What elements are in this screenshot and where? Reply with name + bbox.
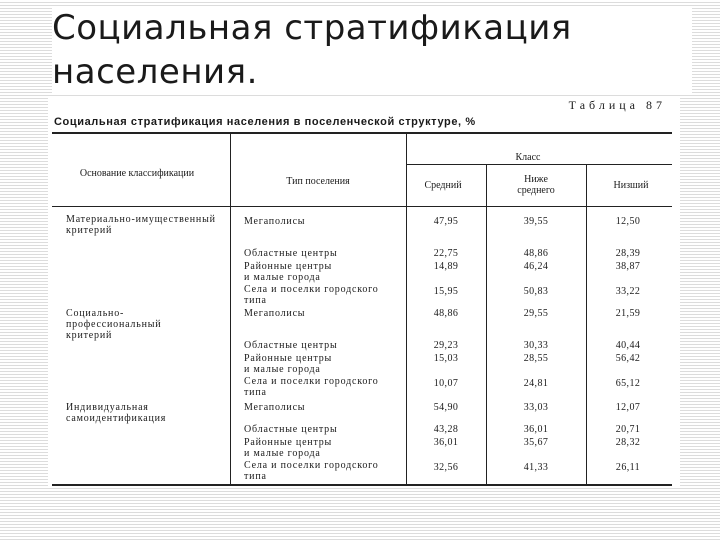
settlement-cell: Села и поселки городского типа (244, 284, 379, 306)
slide-title-line2: населения. (52, 52, 258, 92)
settlement-cell: Села и поселки городского типа (244, 460, 379, 482)
settlement-cell: Районные центры и малые города (244, 353, 333, 375)
lower-value: 12,07 (615, 402, 641, 413)
middle-value: 54,90 (433, 402, 459, 413)
table-caption: Социальная стратификация населения в поселенческой структуре, % (54, 116, 476, 128)
middle-value: 47,95 (433, 216, 459, 227)
lower-value: 33,22 (615, 286, 641, 297)
class-divider-2 (586, 164, 587, 484)
slide-title (52, 6, 692, 94)
middle-value: 29,23 (433, 340, 459, 351)
middle-value: 32,56 (433, 462, 459, 473)
column-divider-1 (230, 134, 231, 484)
middle-value: 22,75 (433, 248, 459, 259)
middle-value: 48,86 (433, 308, 459, 319)
lower-value: 26,11 (615, 462, 641, 473)
middle-value: 10,07 (433, 378, 459, 389)
header-middle: Средний (424, 180, 462, 191)
lower-value: 20,71 (615, 424, 641, 435)
lower-value: 56,42 (615, 353, 641, 364)
header-settlement: Тип поселения (286, 176, 350, 187)
below-middle-value: 39,55 (523, 216, 549, 227)
below-middle-value: 36,01 (523, 424, 549, 435)
below-middle-value: 28,55 (523, 353, 549, 364)
below-middle-value: 33,03 (523, 402, 549, 413)
header-bottom-rule (52, 206, 672, 207)
below-middle-value: 35,67 (523, 437, 549, 448)
settlement-cell: Мегаполисы (244, 216, 306, 227)
lower-value: 28,32 (615, 437, 641, 448)
header-below-middle: Ниже среднего (517, 174, 555, 196)
below-middle-value: 29,55 (523, 308, 549, 319)
middle-value: 43,28 (433, 424, 459, 435)
lower-value: 40,44 (615, 340, 641, 351)
settlement-cell: Областные центры (244, 248, 338, 259)
top-rule (52, 132, 672, 134)
class-header-rule (406, 164, 672, 165)
below-middle-value: 50,83 (523, 286, 549, 297)
settlement-cell: Села и поселки городского типа (244, 376, 379, 398)
middle-value: 36,01 (433, 437, 459, 448)
settlement-cell: Мегаполисы (244, 308, 306, 319)
lower-value: 38,87 (615, 261, 641, 272)
header-basis: Основание классификации (79, 168, 195, 179)
column-divider-2 (406, 134, 407, 484)
class-divider-1 (486, 164, 487, 484)
settlement-cell: Областные центры (244, 424, 338, 435)
header-class: Класс (515, 152, 541, 163)
bottom-rule (52, 484, 672, 486)
below-middle-value: 30,33 (523, 340, 549, 351)
below-middle-value: 48,86 (523, 248, 549, 259)
group-basis: Индивидуальная самоидентификация (66, 402, 167, 424)
below-middle-value: 41,33 (523, 462, 549, 473)
settlement-cell: Мегаполисы (244, 402, 306, 413)
header-lower: Низший (613, 180, 649, 191)
group-basis: Социально-профессиональный критерий (66, 308, 162, 341)
lower-value: 65,12 (615, 378, 641, 389)
settlement-cell: Областные центры (244, 340, 338, 351)
lower-value: 12,50 (615, 216, 641, 227)
scanned-table-document (48, 96, 680, 488)
middle-value: 15,95 (433, 286, 459, 297)
table-number-label: Таблица 87 (568, 98, 666, 112)
middle-value: 14,89 (433, 261, 459, 272)
settlement-cell: Районные центры и малые города (244, 437, 333, 459)
below-middle-value: 46,24 (523, 261, 549, 272)
below-middle-value: 24,81 (523, 378, 549, 389)
lower-value: 21,59 (615, 308, 641, 319)
slide-title-line1: Социальная стратификация (52, 8, 572, 48)
middle-value: 15,03 (433, 353, 459, 364)
lower-value: 28,39 (615, 248, 641, 259)
group-basis: Материально-имущественный критерий (66, 214, 216, 236)
settlement-cell: Районные центры и малые города (244, 261, 333, 283)
